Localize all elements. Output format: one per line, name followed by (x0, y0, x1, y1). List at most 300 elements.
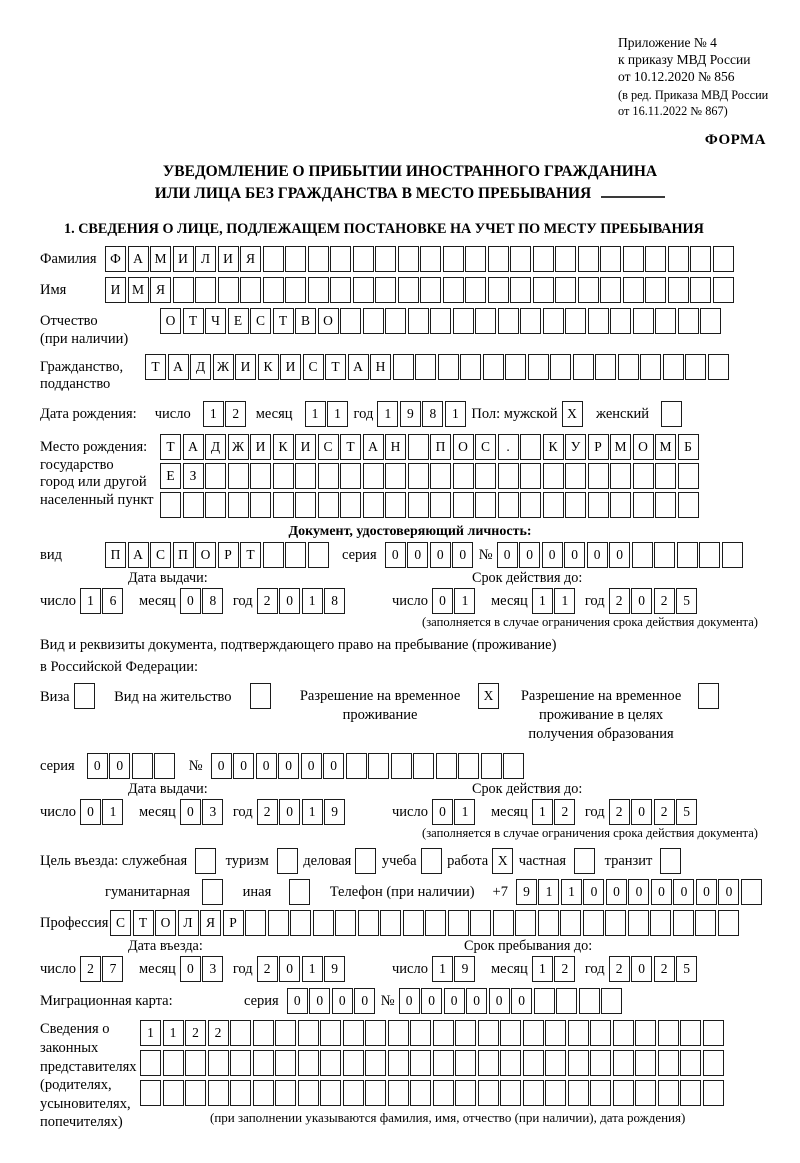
char-cell[interactable]: 2 (225, 401, 246, 427)
char-cell[interactable]: 0 (407, 542, 428, 568)
char-cell[interactable]: Т (240, 542, 261, 568)
char-cell[interactable] (588, 308, 609, 334)
char-cell[interactable] (565, 463, 586, 489)
char-cell[interactable] (545, 1020, 566, 1046)
char-cell[interactable]: 9 (454, 956, 475, 982)
char-cell[interactable] (230, 1020, 251, 1046)
char-cell[interactable]: 1 (302, 799, 323, 825)
char-cell[interactable]: П (430, 434, 451, 460)
name-cells[interactable] (105, 277, 735, 303)
char-cell[interactable] (298, 1020, 319, 1046)
char-cell[interactable]: 0 (309, 988, 330, 1014)
char-cell[interactable]: 8 (422, 401, 443, 427)
stay-day-cells[interactable] (432, 956, 477, 982)
char-cell[interactable] (455, 1080, 476, 1106)
char-cell[interactable] (488, 246, 509, 272)
char-cell[interactable] (574, 848, 595, 874)
char-cell[interactable] (140, 1080, 161, 1106)
char-cell[interactable] (543, 492, 564, 518)
char-cell[interactable] (678, 463, 699, 489)
char-cell[interactable]: 0 (287, 988, 308, 1014)
char-cell[interactable] (415, 354, 436, 380)
char-cell[interactable] (595, 354, 616, 380)
char-cell[interactable]: Т (273, 308, 294, 334)
char-cell[interactable]: Ж (228, 434, 249, 460)
char-cell[interactable] (183, 492, 204, 518)
char-cell[interactable] (358, 910, 379, 936)
char-cell[interactable] (163, 1080, 184, 1106)
char-cell[interactable] (245, 910, 266, 936)
char-cell[interactable]: 2 (609, 588, 630, 614)
char-cell[interactable]: Н (370, 354, 391, 380)
char-cell[interactable] (253, 1050, 274, 1076)
char-cell[interactable] (555, 246, 576, 272)
char-cell[interactable] (588, 463, 609, 489)
char-cell[interactable]: 0 (696, 879, 717, 905)
char-cell[interactable]: 0 (323, 753, 344, 779)
char-cell[interactable]: 1 (302, 588, 323, 614)
char-cell[interactable]: 0 (87, 753, 108, 779)
char-cell[interactable] (610, 308, 631, 334)
char-cell[interactable] (654, 542, 675, 568)
char-cell[interactable]: С (318, 434, 339, 460)
char-cell[interactable] (250, 492, 271, 518)
birthplace-row3-cells[interactable] (160, 492, 700, 518)
char-cell[interactable] (285, 246, 306, 272)
char-cell[interactable]: И (105, 277, 126, 303)
char-cell[interactable]: 9 (324, 799, 345, 825)
char-cell[interactable] (560, 910, 581, 936)
char-cell[interactable] (538, 910, 559, 936)
char-cell[interactable]: 2 (609, 956, 630, 982)
char-cell[interactable] (583, 910, 604, 936)
doc-expiry-year-cells[interactable] (609, 588, 699, 614)
char-cell[interactable] (420, 277, 441, 303)
char-cell[interactable] (523, 1080, 544, 1106)
char-cell[interactable]: 0 (430, 542, 451, 568)
char-cell[interactable] (505, 354, 526, 380)
char-cell[interactable]: А (348, 354, 369, 380)
char-cell[interactable]: 2 (554, 799, 575, 825)
char-cell[interactable]: X (478, 683, 499, 709)
char-cell[interactable] (208, 1080, 229, 1106)
citizenship-cells[interactable] (145, 354, 730, 380)
char-cell[interactable]: 0 (631, 956, 652, 982)
char-cell[interactable]: О (160, 308, 181, 334)
char-cell[interactable]: К (273, 434, 294, 460)
char-cell[interactable] (320, 1080, 341, 1106)
char-cell[interactable] (420, 246, 441, 272)
profession-cells[interactable] (110, 910, 740, 936)
char-cell[interactable] (500, 1020, 521, 1046)
char-cell[interactable] (618, 354, 639, 380)
char-cell[interactable] (613, 1020, 634, 1046)
char-cell[interactable]: 0 (80, 799, 101, 825)
migcard-number-cells[interactable] (399, 988, 624, 1014)
char-cell[interactable]: 0 (354, 988, 375, 1014)
char-cell[interactable] (650, 910, 671, 936)
char-cell[interactable] (308, 246, 329, 272)
char-cell[interactable] (277, 848, 298, 874)
char-cell[interactable]: Р (218, 542, 239, 568)
char-cell[interactable] (655, 492, 676, 518)
char-cell[interactable]: 1 (327, 401, 348, 427)
char-cell[interactable] (722, 542, 743, 568)
doc-series-cells[interactable] (385, 542, 475, 568)
char-cell[interactable]: 6 (102, 588, 123, 614)
char-cell[interactable]: 5 (676, 799, 697, 825)
char-cell[interactable] (365, 1050, 386, 1076)
char-cell[interactable] (285, 277, 306, 303)
char-cell[interactable] (623, 246, 644, 272)
char-cell[interactable] (340, 308, 361, 334)
char-cell[interactable] (218, 277, 239, 303)
char-cell[interactable]: 2 (257, 956, 278, 982)
char-cell[interactable] (365, 1020, 386, 1046)
char-cell[interactable]: М (610, 434, 631, 460)
char-cell[interactable] (436, 753, 457, 779)
char-cell[interactable] (163, 1050, 184, 1076)
char-cell[interactable] (632, 542, 653, 568)
char-cell[interactable] (708, 354, 729, 380)
char-cell[interactable]: В (295, 308, 316, 334)
char-cell[interactable] (443, 246, 464, 272)
char-cell[interactable] (408, 492, 429, 518)
char-cell[interactable] (703, 1080, 724, 1106)
char-cell[interactable] (635, 1020, 656, 1046)
char-cell[interactable] (500, 1050, 521, 1076)
char-cell[interactable] (493, 910, 514, 936)
char-cell[interactable] (465, 277, 486, 303)
purpose-tourism-checkbox[interactable] (277, 848, 300, 874)
char-cell[interactable]: 1 (377, 401, 398, 427)
char-cell[interactable] (408, 463, 429, 489)
char-cell[interactable] (680, 1050, 701, 1076)
char-cell[interactable]: 1 (454, 588, 475, 614)
char-cell[interactable]: И (173, 246, 194, 272)
char-cell[interactable] (410, 1020, 431, 1046)
char-cell[interactable] (658, 1050, 679, 1076)
char-cell[interactable]: Т (145, 354, 166, 380)
char-cell[interactable]: Т (325, 354, 346, 380)
char-cell[interactable]: П (105, 542, 126, 568)
char-cell[interactable] (275, 1080, 296, 1106)
char-cell[interactable] (240, 277, 261, 303)
permit-issue-day-cells[interactable] (80, 799, 125, 825)
char-cell[interactable] (250, 463, 271, 489)
char-cell[interactable]: 0 (233, 753, 254, 779)
char-cell[interactable] (385, 308, 406, 334)
char-cell[interactable] (533, 277, 554, 303)
char-cell[interactable] (228, 463, 249, 489)
char-cell[interactable]: Т (183, 308, 204, 334)
char-cell[interactable] (320, 1020, 341, 1046)
char-cell[interactable] (520, 308, 541, 334)
char-cell[interactable]: 0 (432, 799, 453, 825)
char-cell[interactable] (363, 463, 384, 489)
char-cell[interactable]: Я (200, 910, 221, 936)
char-cell[interactable] (578, 246, 599, 272)
char-cell[interactable] (228, 492, 249, 518)
char-cell[interactable] (520, 492, 541, 518)
char-cell[interactable] (398, 277, 419, 303)
char-cell[interactable] (413, 753, 434, 779)
char-cell[interactable]: Д (205, 434, 226, 460)
char-cell[interactable] (703, 1020, 724, 1046)
char-cell[interactable]: М (150, 246, 171, 272)
char-cell[interactable]: 0 (385, 542, 406, 568)
char-cell[interactable]: Т (160, 434, 181, 460)
char-cell[interactable] (453, 492, 474, 518)
surname-cells[interactable] (105, 246, 735, 272)
char-cell[interactable]: Е (160, 463, 181, 489)
char-cell[interactable]: 0 (211, 753, 232, 779)
char-cell[interactable] (410, 1050, 431, 1076)
char-cell[interactable]: 0 (519, 542, 540, 568)
char-cell[interactable]: 1 (538, 879, 559, 905)
char-cell[interactable]: 0 (109, 753, 130, 779)
char-cell[interactable] (202, 879, 223, 905)
sex-female-checkbox[interactable] (661, 401, 684, 427)
char-cell[interactable] (275, 1020, 296, 1046)
char-cell[interactable] (741, 879, 762, 905)
char-cell[interactable]: 0 (497, 542, 518, 568)
char-cell[interactable]: 0 (564, 542, 585, 568)
char-cell[interactable]: 1 (532, 799, 553, 825)
entry-year-cells[interactable] (257, 956, 347, 982)
char-cell[interactable] (478, 1080, 499, 1106)
char-cell[interactable] (365, 1080, 386, 1106)
char-cell[interactable]: А (183, 434, 204, 460)
char-cell[interactable]: X (562, 401, 583, 427)
char-cell[interactable] (600, 277, 621, 303)
char-cell[interactable]: О (633, 434, 654, 460)
char-cell[interactable]: 0 (606, 879, 627, 905)
char-cell[interactable]: И (280, 354, 301, 380)
char-cell[interactable] (173, 277, 194, 303)
char-cell[interactable]: С (475, 434, 496, 460)
char-cell[interactable] (565, 308, 586, 334)
char-cell[interactable] (555, 277, 576, 303)
char-cell[interactable] (263, 542, 284, 568)
char-cell[interactable] (74, 683, 95, 709)
char-cell[interactable]: 1 (302, 956, 323, 982)
char-cell[interactable] (545, 1080, 566, 1106)
char-cell[interactable] (343, 1020, 364, 1046)
char-cell[interactable] (318, 463, 339, 489)
char-cell[interactable] (368, 753, 389, 779)
char-cell[interactable]: 0 (332, 988, 353, 1014)
char-cell[interactable] (703, 1050, 724, 1076)
char-cell[interactable] (140, 1050, 161, 1076)
visa-checkbox[interactable] (74, 683, 97, 709)
char-cell[interactable] (393, 354, 414, 380)
char-cell[interactable] (713, 277, 734, 303)
char-cell[interactable]: А (128, 246, 149, 272)
char-cell[interactable] (578, 277, 599, 303)
char-cell[interactable] (520, 434, 541, 460)
birth-year-cells[interactable] (377, 401, 467, 427)
char-cell[interactable]: 1 (454, 799, 475, 825)
char-cell[interactable] (645, 277, 666, 303)
char-cell[interactable] (590, 1020, 611, 1046)
char-cell[interactable]: 0 (466, 988, 487, 1014)
char-cell[interactable]: С (250, 308, 271, 334)
char-cell[interactable]: 0 (279, 799, 300, 825)
char-cell[interactable]: 9 (324, 956, 345, 982)
char-cell[interactable]: 7 (102, 956, 123, 982)
char-cell[interactable] (433, 1050, 454, 1076)
entry-day-cells[interactable] (80, 956, 125, 982)
char-cell[interactable] (421, 848, 442, 874)
char-cell[interactable]: С (303, 354, 324, 380)
char-cell[interactable] (308, 542, 329, 568)
char-cell[interactable] (253, 1020, 274, 1046)
char-cell[interactable] (590, 1080, 611, 1106)
char-cell[interactable]: 2 (208, 1020, 229, 1046)
char-cell[interactable]: 0 (180, 588, 201, 614)
char-cell[interactable]: 0 (278, 753, 299, 779)
purpose-transit-checkbox[interactable] (660, 848, 683, 874)
purpose-official-checkbox[interactable] (195, 848, 218, 874)
char-cell[interactable] (673, 910, 694, 936)
char-cell[interactable] (430, 463, 451, 489)
char-cell[interactable] (250, 683, 271, 709)
char-cell[interactable] (658, 1080, 679, 1106)
char-cell[interactable] (295, 492, 316, 518)
char-cell[interactable]: Ч (205, 308, 226, 334)
char-cell[interactable]: К (543, 434, 564, 460)
char-cell[interactable] (503, 753, 524, 779)
char-cell[interactable]: Б (678, 434, 699, 460)
char-cell[interactable] (343, 1080, 364, 1106)
char-cell[interactable] (534, 988, 555, 1014)
char-cell[interactable]: 2 (654, 799, 675, 825)
char-cell[interactable]: Р (223, 910, 244, 936)
char-cell[interactable]: С (110, 910, 131, 936)
char-cell[interactable] (460, 354, 481, 380)
char-cell[interactable]: 0 (180, 799, 201, 825)
char-cell[interactable]: Д (190, 354, 211, 380)
char-cell[interactable] (430, 308, 451, 334)
char-cell[interactable] (298, 1050, 319, 1076)
char-cell[interactable]: . (498, 434, 519, 460)
doc-expiry-month-cells[interactable] (532, 588, 577, 614)
char-cell[interactable]: 1 (80, 588, 101, 614)
char-cell[interactable] (273, 463, 294, 489)
char-cell[interactable]: 1 (305, 401, 326, 427)
patronymic-cells[interactable] (160, 308, 723, 334)
char-cell[interactable] (160, 492, 181, 518)
char-cell[interactable]: 0 (587, 542, 608, 568)
char-cell[interactable]: 2 (80, 956, 101, 982)
doc-issue-year-cells[interactable] (257, 588, 347, 614)
char-cell[interactable] (523, 1020, 544, 1046)
char-cell[interactable]: Т (340, 434, 361, 460)
char-cell[interactable] (330, 277, 351, 303)
sex-male-checkbox[interactable] (562, 401, 585, 427)
char-cell[interactable]: М (655, 434, 676, 460)
char-cell[interactable] (453, 308, 474, 334)
char-cell[interactable] (465, 246, 486, 272)
char-cell[interactable]: 1 (445, 401, 466, 427)
permit-expiry-month-cells[interactable] (532, 799, 577, 825)
char-cell[interactable] (678, 308, 699, 334)
char-cell[interactable] (330, 246, 351, 272)
char-cell[interactable] (680, 1020, 701, 1046)
char-cell[interactable]: 1 (140, 1020, 161, 1046)
char-cell[interactable]: 2 (257, 799, 278, 825)
char-cell[interactable] (340, 492, 361, 518)
char-cell[interactable] (488, 277, 509, 303)
purpose-humanitarian-checkbox[interactable] (202, 879, 225, 905)
stay-month-cells[interactable] (532, 956, 577, 982)
char-cell[interactable]: 1 (554, 588, 575, 614)
char-cell[interactable] (308, 277, 329, 303)
char-cell[interactable] (363, 308, 384, 334)
char-cell[interactable]: 8 (202, 588, 223, 614)
char-cell[interactable] (510, 277, 531, 303)
char-cell[interactable]: 0 (399, 988, 420, 1014)
char-cell[interactable]: 2 (654, 956, 675, 982)
char-cell[interactable] (677, 542, 698, 568)
char-cell[interactable]: 1 (532, 588, 553, 614)
char-cell[interactable] (230, 1080, 251, 1106)
char-cell[interactable] (663, 354, 684, 380)
char-cell[interactable]: 1 (163, 1020, 184, 1046)
char-cell[interactable] (385, 492, 406, 518)
char-cell[interactable]: 9 (516, 879, 537, 905)
char-cell[interactable]: 0 (301, 753, 322, 779)
permit-expiry-year-cells[interactable] (609, 799, 699, 825)
char-cell[interactable] (290, 910, 311, 936)
char-cell[interactable]: 0 (631, 588, 652, 614)
char-cell[interactable] (313, 910, 334, 936)
char-cell[interactable]: 0 (609, 542, 630, 568)
char-cell[interactable] (613, 1080, 634, 1106)
permit-number-cells[interactable] (211, 753, 526, 779)
birthplace-row1-cells[interactable] (160, 434, 700, 460)
char-cell[interactable] (455, 1020, 476, 1046)
char-cell[interactable]: X (492, 848, 513, 874)
char-cell[interactable] (185, 1080, 206, 1106)
char-cell[interactable] (388, 1080, 409, 1106)
char-cell[interactable] (320, 1050, 341, 1076)
char-cell[interactable]: 0 (444, 988, 465, 1014)
char-cell[interactable] (380, 910, 401, 936)
birthplace-row2-cells[interactable] (160, 463, 700, 489)
birth-month-cells[interactable] (305, 401, 350, 427)
char-cell[interactable] (268, 910, 289, 936)
char-cell[interactable] (385, 463, 406, 489)
char-cell[interactable]: С (150, 542, 171, 568)
char-cell[interactable]: Л (195, 246, 216, 272)
char-cell[interactable]: 2 (257, 588, 278, 614)
char-cell[interactable] (391, 753, 412, 779)
char-cell[interactable]: 3 (202, 956, 223, 982)
char-cell[interactable]: 2 (654, 588, 675, 614)
char-cell[interactable] (678, 492, 699, 518)
char-cell[interactable] (685, 354, 706, 380)
char-cell[interactable]: Р (588, 434, 609, 460)
char-cell[interactable] (483, 354, 504, 380)
char-cell[interactable] (613, 1050, 634, 1076)
char-cell[interactable] (295, 463, 316, 489)
char-cell[interactable]: И (295, 434, 316, 460)
char-cell[interactable] (481, 753, 502, 779)
char-cell[interactable] (208, 1050, 229, 1076)
char-cell[interactable] (375, 277, 396, 303)
